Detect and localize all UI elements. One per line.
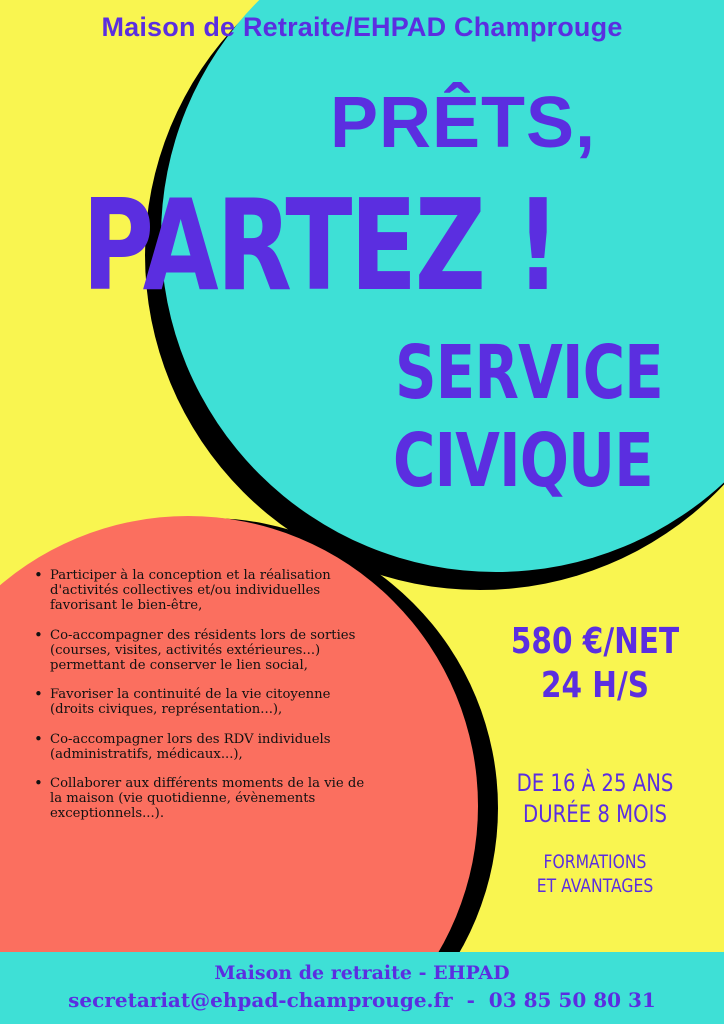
mission-item: • Participer à la conception et la réalisation d'activités collectives et/ou individuelles favorisant le bien-être, — [32, 568, 368, 614]
header-title: Maison de Retraite/EHPAD Champrouge — [101, 12, 623, 42]
headline-prets: PRÊTS, — [330, 83, 597, 163]
eligibility-block — [493, 768, 698, 830]
mission-item: • Collaborer aux différents moments de la vie de la maison (vie quotidienne, évènements exceptionnels...). — [32, 776, 368, 822]
age-range: DE 16 À 25 ANS — [516, 769, 674, 797]
weekly-hours: 24 H/S — [540, 665, 650, 706]
footer-contact: secretariat@ehpad-champrouge.fr - 03 85 50 80 31 — [68, 988, 656, 1012]
salary-block — [493, 620, 698, 708]
mission-item: • Co-accompagner des résidents lors de sorties (courses, visites, activités extérieures...) permettant de conserver le lien social, — [32, 628, 368, 674]
headline-service: SERVICE — [395, 330, 663, 416]
mission-item: • Co-accompagner lors des RDV individuels (administratifs, médicaux...), — [32, 732, 368, 762]
footer-organization: Maison de retraite - EHPAD — [214, 962, 510, 984]
benefits-block — [493, 850, 698, 898]
contract-duration: DURÉE 8 MOIS — [523, 800, 667, 828]
headline-civique: CIVIQUE — [393, 418, 653, 504]
mission-item: • Favoriser la continuité de la vie citoyenne (droits civiques, représentation...), — [32, 687, 368, 717]
headline-partez: PARTEZ ! — [82, 172, 559, 319]
benefits-label: ET AVANTAGES — [536, 875, 654, 897]
salary-amount: 580 €/NET — [510, 621, 680, 662]
training-label: FORMATIONS — [543, 851, 647, 873]
mission-list — [32, 568, 368, 836]
